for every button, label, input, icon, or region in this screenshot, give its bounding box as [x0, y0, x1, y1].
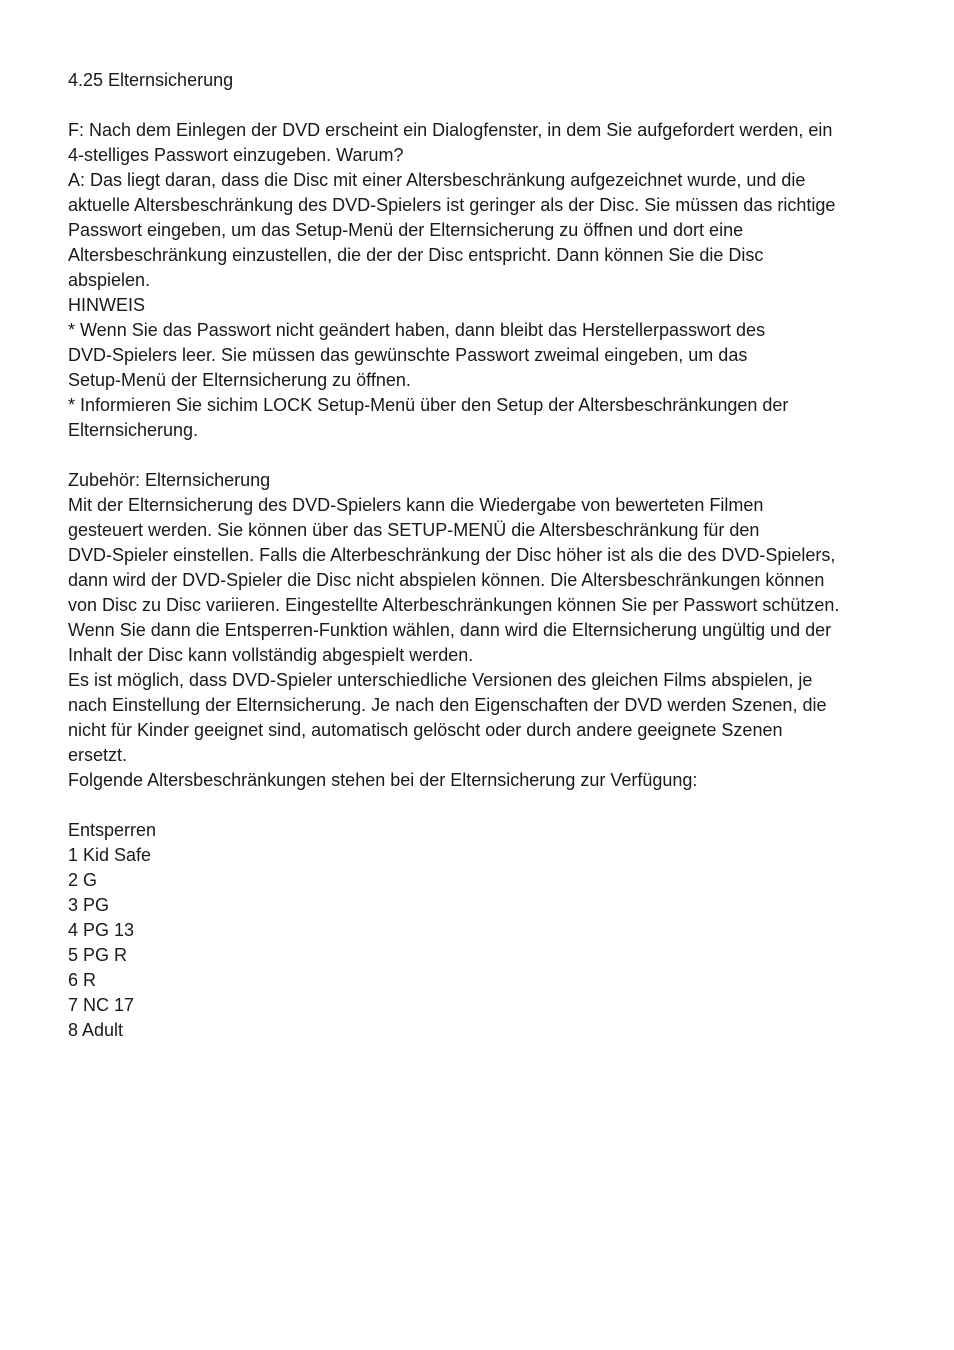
paragraph-line: Wenn Sie dann die Entsperren-Funktion wählen, dann wird die Elternsicherung ungültig und der	[68, 620, 832, 640]
paragraph-line: Es ist möglich, dass DVD-Spieler unterschiedliche Versionen des gleichen Films abspielen, je	[68, 670, 813, 690]
paragraph-line: nach Einstellung der Elternsicherung. Je nach den Eigenschaften der DVD werden Szenen, die	[68, 695, 827, 715]
faq-answer	[68, 168, 908, 293]
paragraph-line: nicht für Kinder geeignet sind, automatisch gelöscht oder durch andere geeignete Szenen	[68, 720, 783, 740]
rating-item: 4 PG 13	[68, 920, 135, 940]
answer-line: A: Das liegt daran, dass die Disc mit einer Altersbeschränkung aufgezeichnet wurde, und die	[68, 170, 806, 190]
rating-item: 8 Adult	[68, 1020, 124, 1040]
accessory-heading: Zubehör: Elternsicherung	[68, 470, 271, 490]
accessory-paragraph-2	[68, 668, 908, 768]
note-line: Setup-Menü der Elternsicherung zu öffnen.	[68, 370, 411, 390]
question-line: 4-stelliges Passwort einzugeben. Warum?	[68, 145, 404, 165]
rating-item: 7 NC 17	[68, 995, 135, 1015]
list-intro: Folgende Altersbeschränkungen stehen bei der Elternsicherung zur Verfügung:	[68, 770, 698, 790]
rating-item: 2 G	[68, 870, 98, 890]
document-page	[68, 68, 908, 1043]
note-line: Elternsicherung.	[68, 420, 199, 440]
paragraph-line: gesteuert werden. Sie können über das SETUP-MENÜ die Altersbeschränkung für den	[68, 520, 760, 540]
rating-item: 3 PG	[68, 895, 110, 915]
note-1	[68, 318, 908, 393]
question-line: F: Nach dem Einlegen der DVD erscheint ein Dialogfenster, in dem Sie aufgefordert werden, ein	[68, 120, 833, 140]
paragraph-line: ersetzt.	[68, 745, 128, 765]
rating-item: 6 R	[68, 970, 97, 990]
note-line: * Wenn Sie das Passwort nicht geändert haben, dann bleibt das Herstellerpasswort des	[68, 320, 766, 340]
note-label: HINWEIS	[68, 295, 146, 315]
spacer	[68, 443, 908, 468]
rating-item: 1 Kid Safe	[68, 845, 152, 865]
spacer	[68, 93, 908, 118]
section-title: 4.25 Elternsicherung	[68, 70, 234, 90]
rating-item: Entsperren	[68, 820, 157, 840]
paragraph-line: Inhalt der Disc kann vollständig abgespielt werden.	[68, 645, 474, 665]
answer-line: abspielen.	[68, 270, 151, 290]
ratings-list	[68, 818, 908, 1043]
paragraph-line: Mit der Elternsicherung des DVD-Spielers kann die Wiedergabe von bewerteten Filmen	[68, 495, 764, 515]
accessory-paragraph-1	[68, 493, 908, 668]
paragraph-line: DVD-Spieler einstellen. Falls die Alterbeschränkung der Disc höher ist als die des DVD-Spielers,	[68, 545, 836, 565]
answer-line: aktuelle Altersbeschränkung des DVD-Spielers ist geringer als der Disc. Sie müssen das richtige	[68, 195, 836, 215]
note-line: DVD-Spielers leer. Sie müssen das gewünschte Passwort zweimal eingeben, um das	[68, 345, 748, 365]
note-line: * Informieren Sie sichim LOCK Setup-Menü über den Setup der Altersbeschränkungen der	[68, 395, 789, 415]
paragraph-line: dann wird der DVD-Spieler die Disc nicht abspielen können. Die Altersbeschränkungen können	[68, 570, 825, 590]
rating-item: 5 PG R	[68, 945, 128, 965]
faq-question	[68, 118, 908, 168]
paragraph-line: von Disc zu Disc variieren. Eingestellte Alterbeschränkungen können Sie per Passwort schützen.	[68, 595, 840, 615]
spacer	[68, 793, 908, 818]
answer-line: Passwort eingeben, um das Setup-Menü der Elternsicherung zu öffnen und dort eine	[68, 220, 744, 240]
note-2	[68, 393, 908, 443]
answer-line: Altersbeschränkung einzustellen, die der der Disc entspricht. Dann können Sie die Disc	[68, 245, 764, 265]
